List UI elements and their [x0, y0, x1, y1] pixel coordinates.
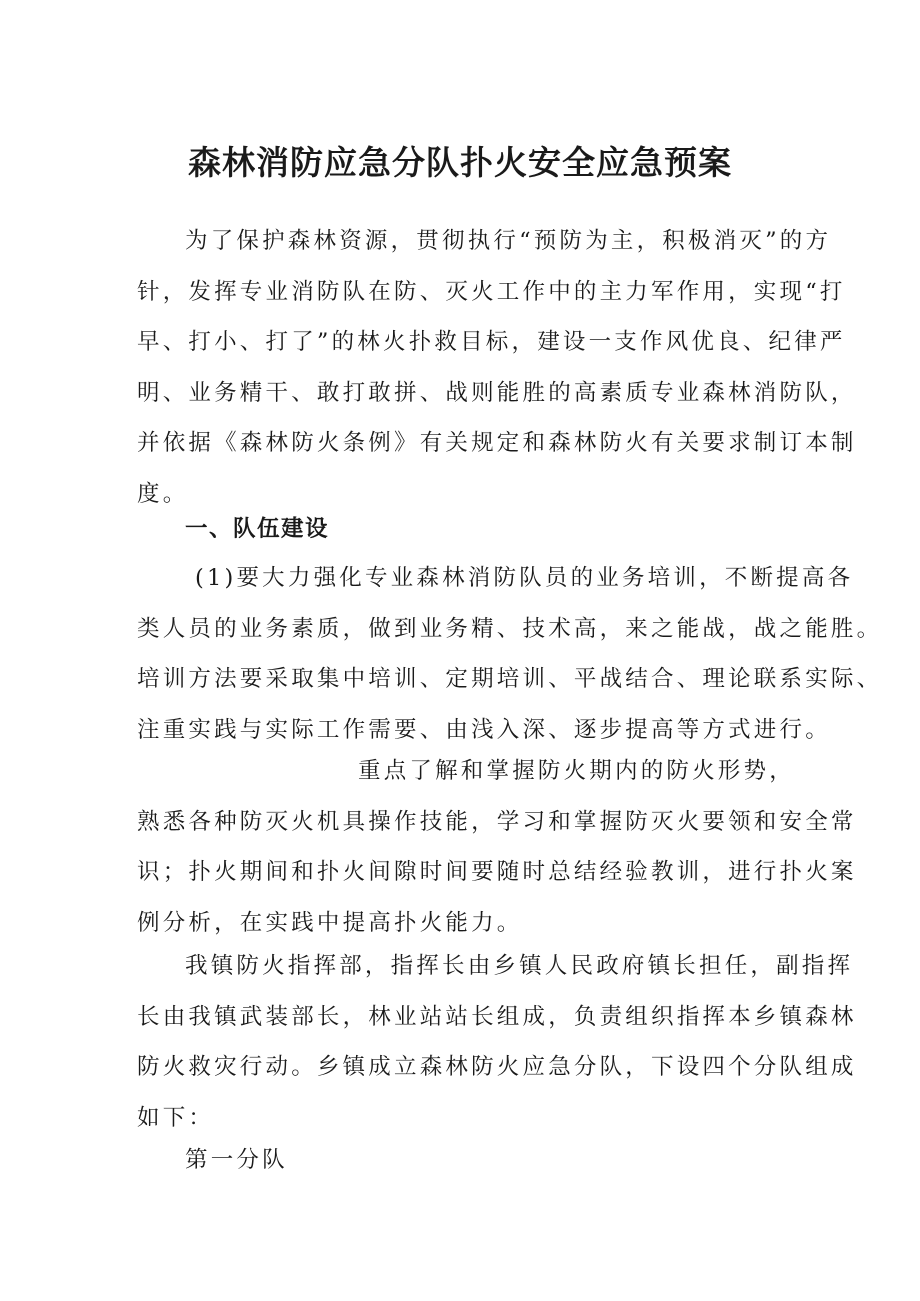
- paragraph-line: 重点了解和掌握防火期内的防火形势，: [358, 758, 795, 784]
- paragraph-line: 并依据《森林防火条例》有关规定和森林防火有关要求制订本制: [137, 430, 857, 456]
- section-heading: 一、队伍建设: [185, 516, 330, 542]
- paragraph-line: 培训方法要采取集中培训、定期培训、平战结合、理论联系实际、: [137, 666, 883, 692]
- paragraph-line: 针，发挥专业消防队在防、灭火工作中的主力军作用，实现“打: [137, 278, 846, 305]
- team-heading: [185, 1135, 288, 1186]
- paragraph-line: 例分析，在实践中提高扑火能力。: [137, 909, 523, 936]
- paragraph-line: 防火救灾行动。乡镇成立森林防火应急分队，下设四个分队组成: [137, 1054, 857, 1080]
- paragraph-line: 如下：: [137, 1104, 215, 1131]
- paragraph-line: 熟悉各种防灭火机具操作技能，学习和掌握防灭火要领和安全常: [137, 808, 857, 835]
- paragraph-line: 长由我镇武装部长，林业站站长组成，负责组织指挥本乡镇森林: [137, 1003, 857, 1030]
- command-paragraph: [137, 941, 857, 1143]
- paragraph-line: 早、打小、打了”的林火扑救目标，建设一支作风优良、纪律严: [137, 329, 846, 355]
- paragraph-line: (1)要大力强化专业森林消防队员的业务培训，不断提高各: [195, 565, 854, 591]
- intro-paragraph: [137, 216, 857, 519]
- paragraph-line: 我镇防火指挥部，指挥长由乡镇人民政府镇长担任，副指挥: [185, 953, 854, 979]
- focus-paragraph: [137, 746, 857, 948]
- document-title: 森林消防应急分队扑火安全应急预案: [188, 143, 732, 182]
- paragraph-line: 类人员的业务素质，做到业务精、技术高，来之能战，战之能胜。: [137, 615, 883, 642]
- paragraph-line: 注重实践与实际工作需要、由浅入深、逐步提高等方式进行。: [137, 716, 831, 743]
- paragraph-line: 第一分队: [185, 1147, 288, 1173]
- paragraph-line: 明、业务精干、敢打敢拼、战则能胜的高素质专业森林消防队，: [137, 379, 857, 406]
- paragraph-line: 为了保护森林资源，贯彻执行“预防为主，积极消灭”的方: [185, 228, 832, 254]
- paragraph-line: 度。: [137, 480, 189, 507]
- paragraph-line: 识；扑火期间和扑火间隙时间要随时总结经验教训，进行扑火案: [137, 859, 857, 885]
- item1-paragraph: [137, 553, 882, 755]
